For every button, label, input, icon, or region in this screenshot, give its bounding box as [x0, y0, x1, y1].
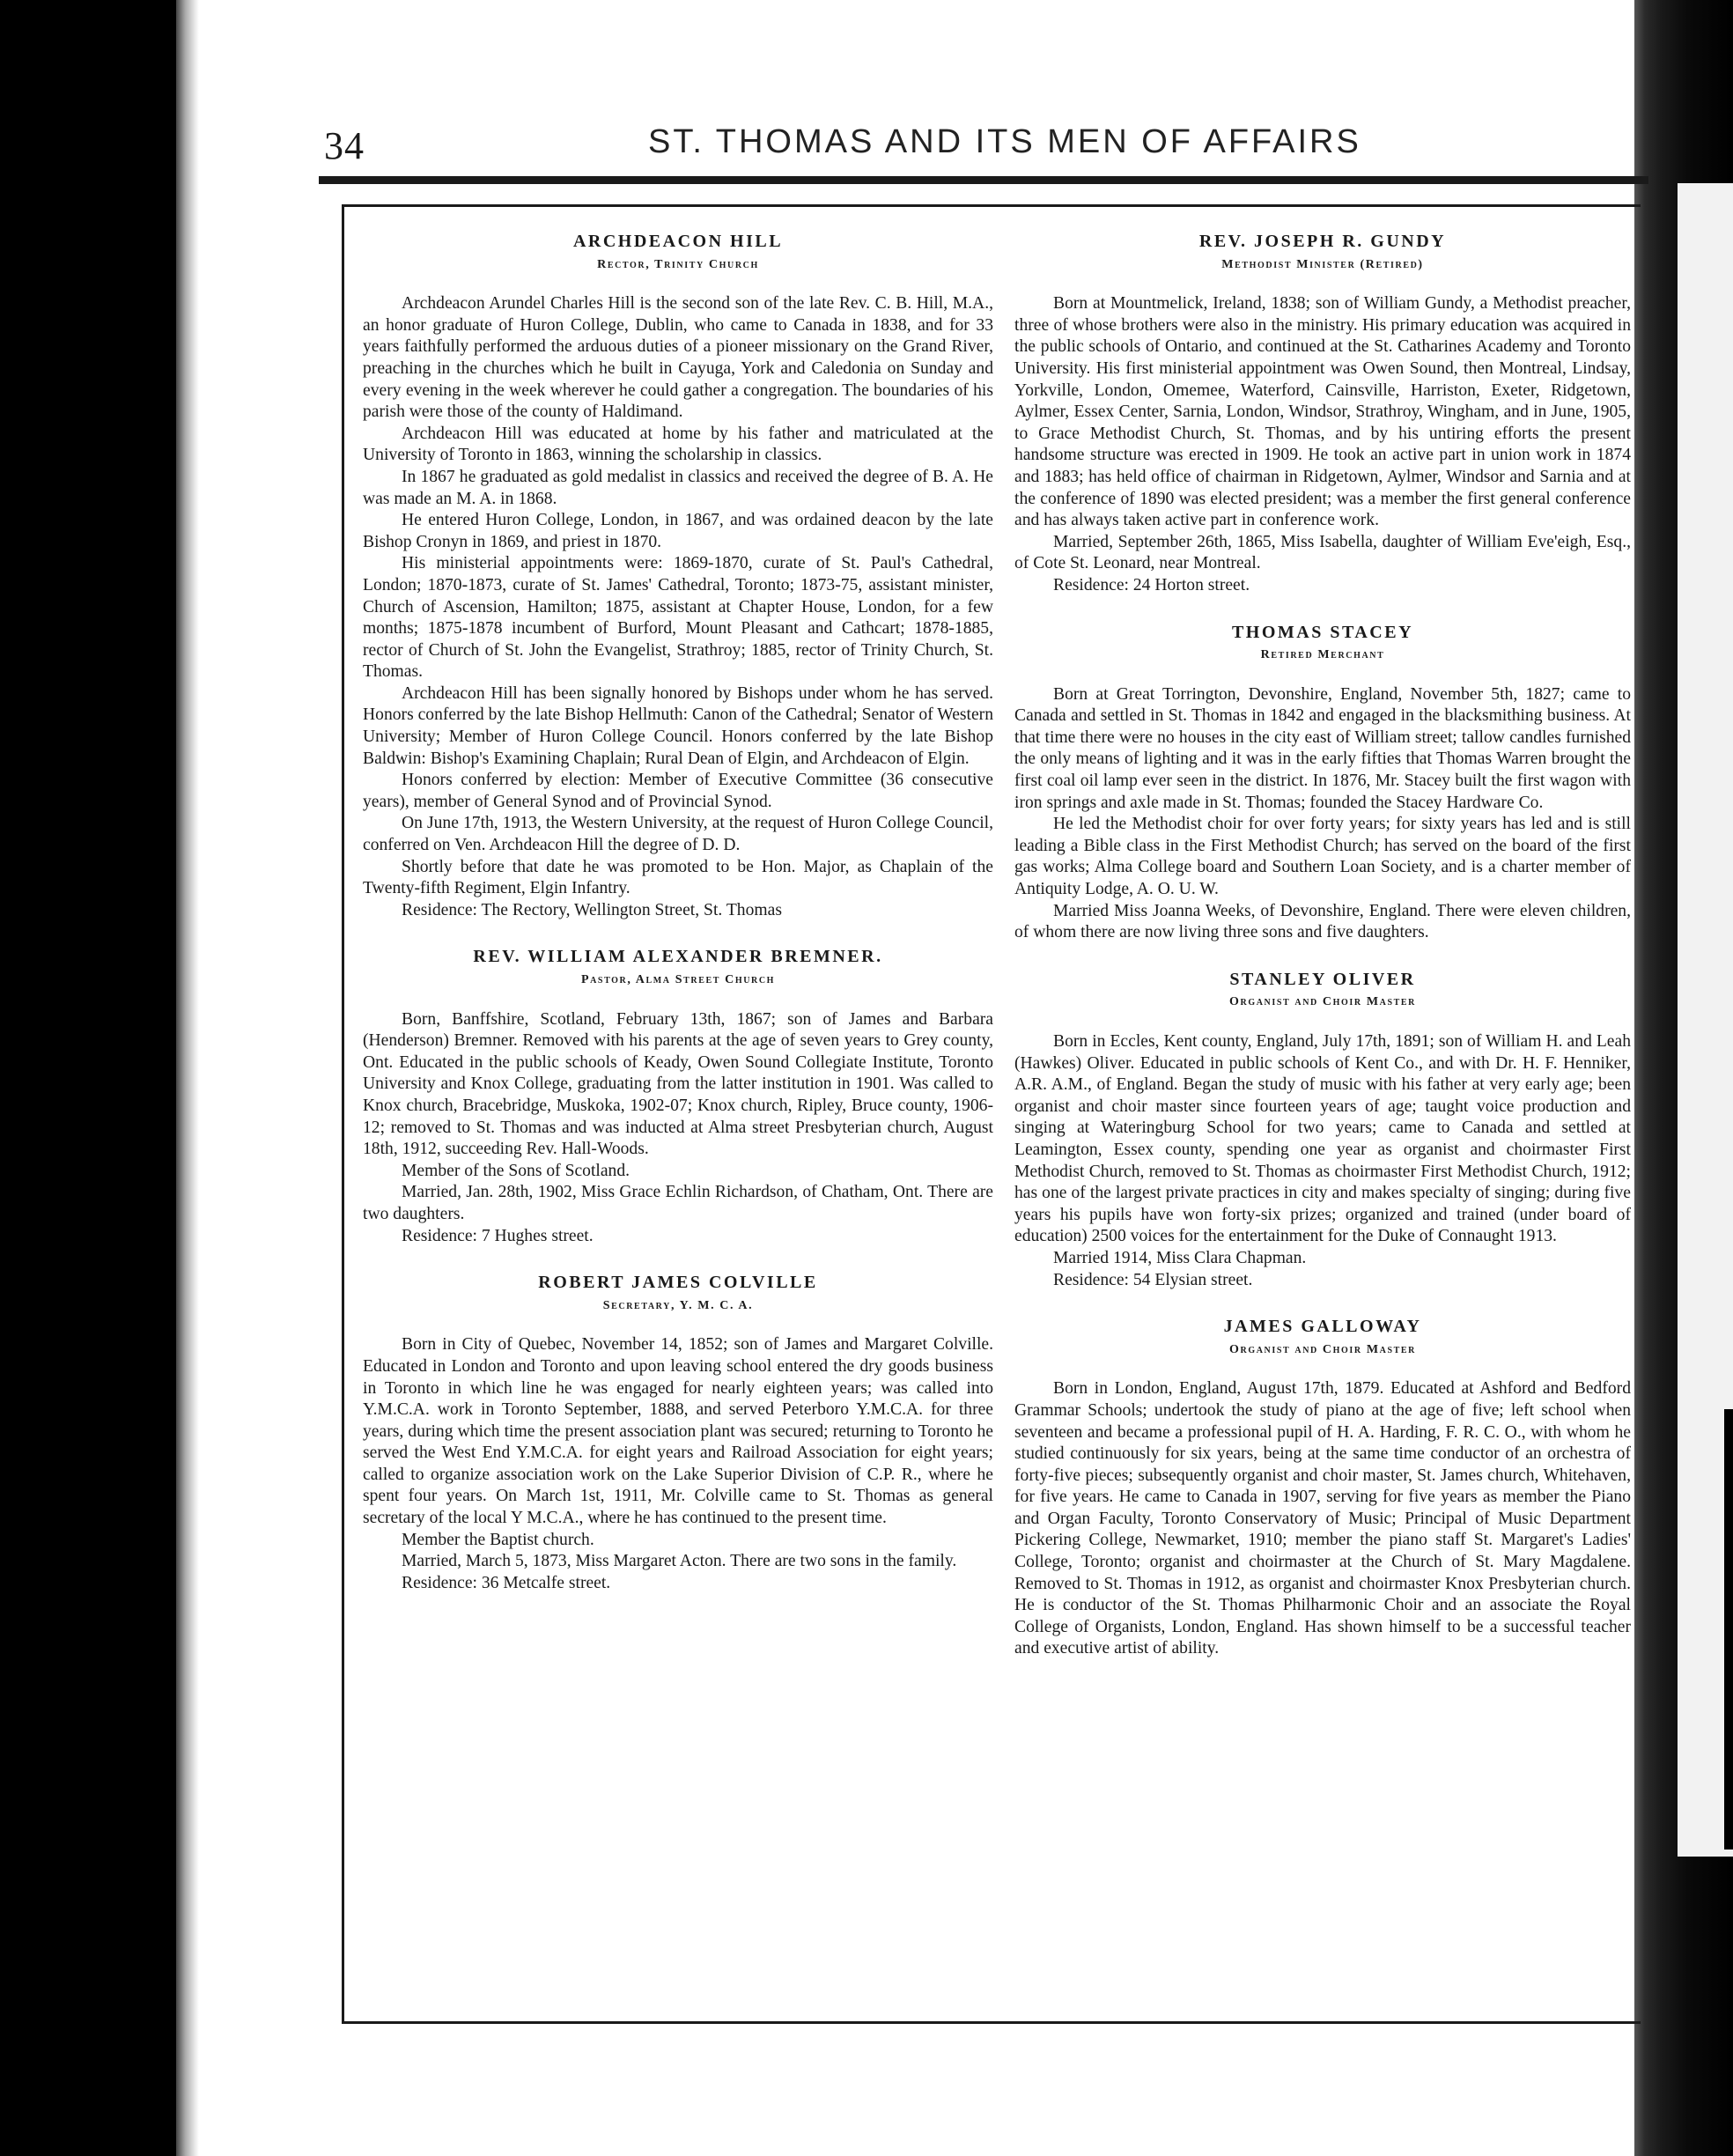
book-spine-shadow: [176, 0, 199, 2156]
entry-oliver: [1014, 969, 1631, 1291]
entry-role: Rector, Trinity Church: [597, 257, 759, 271]
entry-role: Secretary, Y. M. C. A.: [602, 1298, 754, 1312]
paragraph: Shortly before that date he was promoted to be Hon. Major, as Chaplain of the Twenty-fifth Regiment, Elgin Infantry.: [363, 857, 993, 898]
entry-archdeacon-hill: [363, 231, 993, 921]
residence: Residence: 7 Hughes street.: [402, 1226, 594, 1245]
entry-galloway: [1014, 1316, 1631, 1660]
entry-name: JAMES GALLOWAY: [1223, 1317, 1422, 1337]
right-column: [1014, 231, 1631, 1685]
entry-name: REV. JOSEPH R. GUNDY: [1198, 232, 1447, 251]
facing-page-shadow: [1724, 1409, 1733, 1850]
entry-stacey: [1014, 622, 1631, 944]
paragraph: He led the Methodist choir for over forty years; for sixty years has led and is still leading a Bible class in the First Methodist Church; has served on the board of the first gas works; Alma College board and Southern Loan Society, and is a charter member of Antiquity Lodge, A. O. U. W.: [1014, 815, 1631, 899]
paragraph: His ministerial appointments were: 1869-1870, curate of St. Paul's Cathedral, London; 1870-1873, curate of St. James' Cathedral, Toronto; 1873-75, assistant minister, Church of Ascension, Hamilton; 1875, assistant at Chapter House, London, for a few months; 1875-1878 incumbent of Burford, Mount Pleasant and Cathcart; 1878-1885, rector of Church of St. John the Evangelist, Strathroy; 1885, rector of Trinity Church, St. Thomas.: [363, 554, 993, 682]
paragraph: In 1867 he graduated as gold medalist in classics and received the degree of B. A. He was made an M. A. in 1868.: [363, 467, 993, 508]
paragraph: Married, Jan. 28th, 1902, Miss Grace Echlin Richardson, of Chatham, Ont. There are two daughters.: [363, 1183, 993, 1223]
paragraph: Member of the Sons of Scotland.: [402, 1161, 631, 1180]
paragraph: Archdeacon Arundel Charles Hill is the second son of the late Rev. C. B. Hill, M.A., an honor graduate of Huron College, Dublin, who came to Canada in 1838, and for 33 years faithfully performed the arduous duties of a pioneer missionary on the Grand River, preaching in the churches which he built in Cayuga, York and Caledonia on Sunday and every evening in the week wherever he could gather a congregation. The boundaries of his parish were those of the county of Haldimand.: [363, 294, 993, 422]
entry-role: Pastor, Alma Street Church: [580, 973, 776, 986]
paragraph: Born at Mountmelick, Ireland, 1838; son of William Gundy, a Methodist preacher, three of whose brothers were also in the ministry. His primary education was acquired in the public schools of Ontario, and continued at the St. Catharines Academy and Toronto University. His first ministerial appointment was Owen Sound, then Montreal, Lindsay, Yorkville, London, Omemee, Waterford, Cainsville, Harriston, Exeter, Ridgetown, Aylmer, Essex Center, Sarnia, London, Windsor, Strathroy, Wingham, and in June, 1905, to Grace Methodist Church, St. Thomas, and by his untiring efforts the present handsome structure was erected in 1909. He took an active part in union work in 1874 and 1883; has held office of chairman in Ridgetown, Aylmer, Windsor and Sarnia and at the conference of 1890 was elected president; was a member the first general conference and has always taken active part in conference work.: [1014, 294, 1631, 530]
paragraph: Archdeacon Hill has been signally honored by Bishops under whom he has served. Honors conferred by the late Bishop Hellmuth: Canon of the Cathedral; Senator of Western University; Member of Huron College Council. Honors conferred by the late Bishop Baldwin: Bishop's Examining Chaplain; Rural Dean of Elgin, and Archdeacon of Elgin.: [363, 683, 993, 768]
paragraph: Married Miss Joanna Weeks, of Devonshire, England. There were eleven children, of whom there are now living three sons and five daughters.: [1014, 901, 1631, 942]
header-rule: [319, 176, 1648, 184]
paragraph: Born in City of Quebec, November 14, 1852; son of James and Margaret Colville. Educated in London and Toronto and upon leaving school entered the dry goods business in Toronto in which line he was engaged for nearly eighteen years; was called into Y.M.C.A. work in Toronto September, 1888, and served Peterboro Y.M.C.A. for three years, during which time the present association plant was secured; returning to Toronto he served the West End Y.M.C.A. for eight years and Railroad Association for eight years; called to organize association work on the Lake Superior Division of C.P. R., where he spent four years. On March 1st, 1911, Mr. Colville came to St. Thomas as general secretary of the local Y M.C.A., where he has continued to the present time.: [363, 1335, 993, 1528]
paragraph: Member the Baptist church.: [402, 1530, 594, 1549]
paragraph: Honors conferred by election: Member of Executive Committee (36 consecutive years), member of General Synod and of Provincial Synod.: [363, 771, 993, 811]
residence: Residence: 24 Horton street.: [1053, 575, 1250, 594]
entry-name: THOMAS STACEY: [1231, 622, 1414, 642]
entry-name: ROBERT JAMES COLVILLE: [538, 1273, 818, 1293]
entry-role: Organist and Choir Master: [1229, 995, 1416, 1009]
entry-colville: [363, 1272, 993, 1594]
paragraph: Born in London, England, August 17th, 1879. Educated at Ashford and Bedford Grammar Schools; undertook the study of piano at the age of five; left school when seventeen and became a professional pupil of H. A. Harding, F. R. C. O., with whom he studied continuously for six years, being at the same time conductor of an orchestra of forty-five pieces; subsequently organist and choir master, St. James church, Whitehaven, for five years. He came to Canada in 1907, serving for five years as member the Piano and Organ Faculty, Toronto Conservatory of Music; Principal of Music Department Pickering College, Newmarket, 1910; member the piano staff St. Margaret's Ladies' College, Toronto; organist and choirmaster at the Church of St. Mary Magdalene. Removed to St. Thomas in 1912, as organist and choirmaster Knox Presbyterian church. He is conductor of the St. Thomas Philharmonic Choir and an associate the Royal College of Organists, London, England. Has shown himself to be a successful teacher and executive artist of ability.: [1014, 1379, 1631, 1658]
scan-border-left: [0, 0, 176, 2156]
paragraph: Born in Eccles, Kent county, England, July 17th, 1891; son of William H. and Leah (Hawkes) Oliver. Educated in public schools of Kent Co., and with Dr. H. F. Henniker, A.R. A.M., of England. Began the study of music with his father at very early age; been organist and choir master since fourteen years of age; taught voice production and singing at Wateringburg School for two years; came to Canada and settled at Leamington, Essex county, spending one year as organist and choirmaster First Methodist Church, removed to St. Thomas as choirmaster First Methodist Church, 1912; has one of the largest private practices in city and makes specialty of singing; during five years his pupils have won forty-six prizes; organized and trained (under board of education) 2500 voices for the entertainment for the Duke of Connaught 1913.: [1014, 1032, 1631, 1246]
paragraph: On June 17th, 1913, the Western University, at the request of Huron College Council, conferred on Ven. Archdeacon Hill the degree of D. D.: [363, 814, 993, 855]
entry-gundy: [1014, 231, 1631, 597]
entry-name: REV. WILLIAM ALEXANDER BREMNER.: [473, 947, 883, 967]
entry-role: Methodist Minister (Retired): [1221, 257, 1424, 271]
page-number: 34: [324, 124, 365, 167]
residence: Residence: The Rectory, Wellington Street, St. Thomas: [402, 900, 782, 919]
entry-role: Organist and Choir Master: [1229, 1342, 1416, 1356]
entry-bremner: [363, 946, 993, 1247]
entry-name: STANLEY OLIVER: [1229, 969, 1416, 989]
residence: Residence: 36 Metcalfe street.: [402, 1573, 611, 1592]
paragraph: He entered Huron College, London, in 1867, and was ordained deacon by the late Bishop Cronyn in 1869, and priest in 1870.: [363, 511, 993, 551]
residence: Residence: 54 Elysian street.: [1053, 1270, 1253, 1289]
paragraph: Archdeacon Hill was educated at home by his father and matriculated at the University of Toronto in 1863, winning the scholarship in classics.: [363, 424, 993, 465]
left-column: [363, 231, 993, 1619]
entry-role: Retired Merchant: [1260, 648, 1385, 662]
running-title: ST. THOMAS AND ITS MEN OF AFFAIRS: [648, 123, 1361, 160]
entry-name: ARCHDEACON HILL: [572, 232, 784, 251]
paragraph: Married, March 5, 1873, Miss Margaret Acton. There are two sons in the family.: [402, 1552, 957, 1571]
paragraph: Married 1914, Miss Clara Chapman.: [1053, 1248, 1307, 1267]
paragraph: Born at Great Torrington, Devonshire, England, November 5th, 1827; came to Canada and settled in St. Thomas in 1842 and engaged in the blacksmithing business. At that time there were no houses in the city east of William street; tallow candles furnished the only means of lighting and it was in the early fifties that Thomas Warren brought the first coal oil lamp ever seen in the district. In 1876, Mr. Stacey built the first wagon with iron springs and axle made in St. Thomas; founded the Stacey Hardware Co.: [1014, 684, 1631, 812]
paragraph: Married, September 26th, 1865, Miss Isabella, daughter of William Eve'eigh, Esq., of Cote St. Leonard, near Montreal.: [1014, 532, 1631, 573]
paragraph: Born, Banffshire, Scotland, February 13th, 1867; son of James and Barbara (Henderson) Bremner. Removed with his parents at the age of seven years to Grey county, Ont. Educated in the public schools of Keady, Owen Sound Collegiate Institute, Toronto University and Knox College, graduating from the latter institution in 1901. Was called to Knox church, Bracebridge, Muskoka, 1902-07; Knox church, Ripley, Bruce county, 1906-12; removed to St. Thomas and was inducted at Alma street Presbyterian church, August 18th, 1912, succeeding Rev. Hall-Woods.: [363, 1009, 993, 1159]
